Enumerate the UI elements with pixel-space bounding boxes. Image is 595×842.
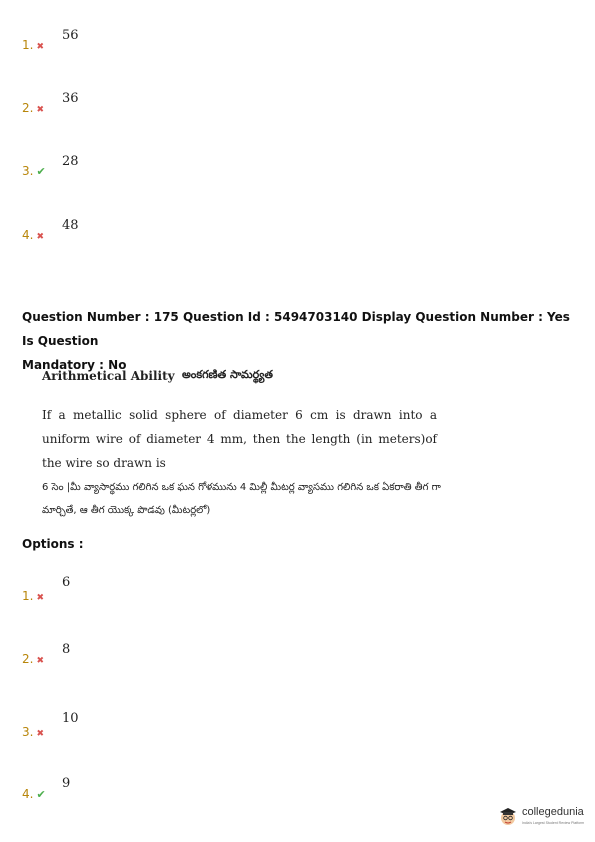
section-label [42, 369, 522, 387]
wrong-icon: ✖ [36, 729, 44, 739]
question-header [22, 305, 582, 377]
option-number: 2. ✖ [22, 101, 44, 115]
option-number: 3. ✖ [22, 725, 44, 739]
wrong-icon: ✖ [36, 42, 44, 52]
option-value: 36 [62, 91, 79, 106]
options-label: Options : [22, 537, 84, 551]
collegedunia-logo [497, 801, 591, 833]
option-number: 1. ✖ [22, 589, 44, 603]
section-label-telugu: అంకగణిత సామర్థ్యత [182, 368, 273, 381]
option-value: 48 [62, 218, 79, 233]
option-number: 4. ✖ [22, 228, 44, 242]
option-number: 2. ✖ [22, 652, 44, 666]
logo-tagline: India's Largest Student Review Platform [522, 821, 585, 825]
logo-name: collegedunia [522, 806, 584, 818]
check-icon: ✔ [36, 165, 46, 178]
wrong-icon: ✖ [36, 656, 44, 666]
option-value: 28 [62, 154, 79, 169]
option-value: 8 [62, 642, 71, 657]
wrong-icon: ✖ [36, 232, 44, 242]
section-label-english: Arithmetical Ability [42, 369, 175, 383]
option-value: 6 [62, 575, 71, 590]
question-header-line2: Mandatory : No [22, 358, 127, 372]
question-header-line1: Question Number : 175 Question Id : 5494703140 Display Question Number : Yes Is Question [22, 310, 570, 348]
wrong-icon: ✖ [36, 593, 44, 603]
check-icon: ✔ [36, 788, 46, 801]
option-number: 3. ✔ [22, 164, 46, 178]
wrong-icon: ✖ [36, 105, 44, 115]
option-value: 10 [62, 711, 79, 726]
option-value: 56 [62, 28, 79, 43]
option-number: 1. ✖ [22, 38, 44, 52]
option-value: 9 [62, 776, 71, 791]
question-text-english: If a metallic solid sphere of diameter 6 cm is drawn into a uniform wire of diameter 4 mm, then the length (in meters)of the wire so drawn is [42, 408, 437, 470]
question-text-telugu: 6 సెం |మీ వ్యాసార్థము గలిగిన ఒక ఘన గోళమును 4 మిల్లీ మీటర్ల వ్యాసము గలిగిన ఒక ఏకరాతి తీగ గా మార్చితే, ఆ తీగ యొక్క పొడవు (మీటర్లలో) [42, 482, 441, 516]
graduate-avatar-icon [497, 805, 519, 827]
option-number: 4. ✔ [22, 787, 46, 801]
